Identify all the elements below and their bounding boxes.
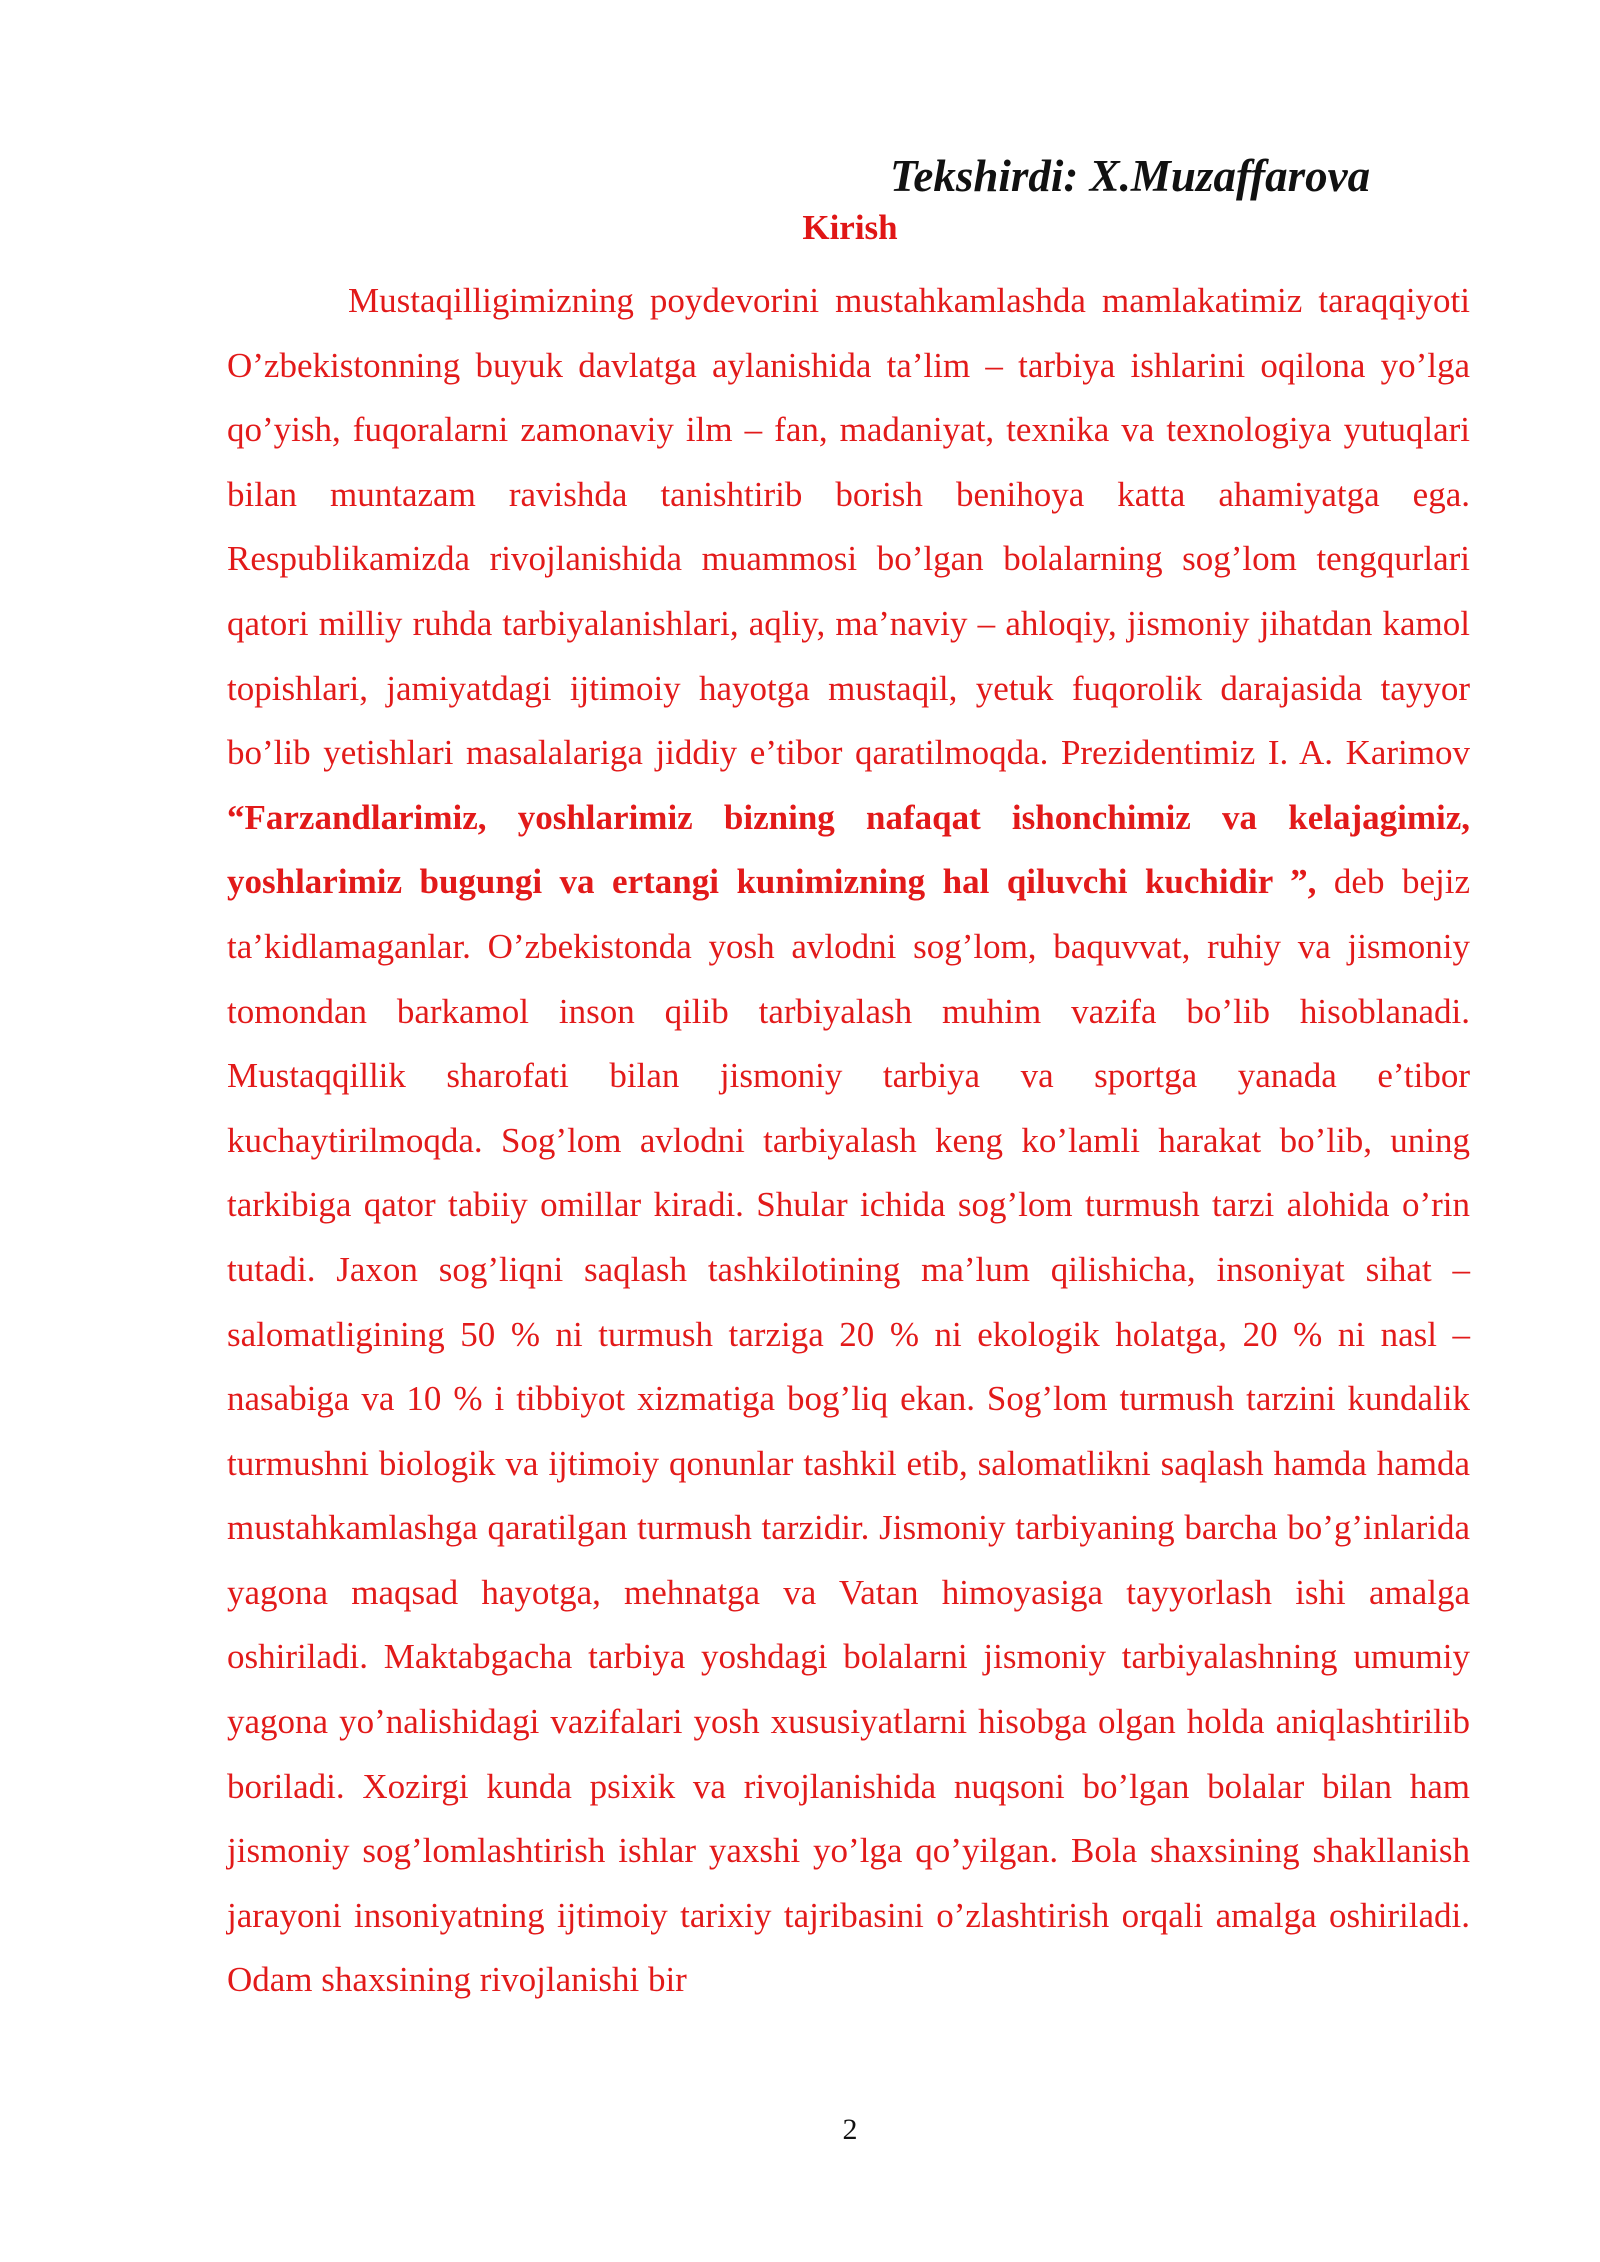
page-number: 2 (842, 2113, 858, 2146)
checker-line: Tekshirdi: X.Muzaffarova (890, 151, 1371, 201)
section-heading: Kirish (802, 208, 898, 247)
paragraph-text-part2: deb bejiz ta’kidlamaganlar. O’zbekistonda yosh avlodni sog’lom, baquvvat, ruhiy va jismoniy tomondan barkamol inson qilib tarbiyalash muhim vazifa bo’lib hisoblanadi. Mustaqqillik sharofati bilan jismoniy tarbiya va sportga yanada e’tibor kuchaytirilmoqda. Sog’lom avlodni tarbiyalash keng ko’lamli harakat bo’lib, uning tarkibiga qator tabiiy omillar kiradi. Shular ichida sog’lom turmush tarzi alohida o’rin tutadi. Jaxon sog’liqni saqlash tashkilotining ma’lum qilishicha, insoniyat sihat – salomatligining 50 % ni turmush tarziga 20 % ni ekologik holatga, 20 % ni nasl – nasabiga va 10 % i tibbiyot xizmatiga bog’liq ekan. Sog’lom turmush tarzini kundalik turmushni biologik va ijtimoiy qonunlar tashkil etib, salomatlikni saqlash hamda hamda mustahkamlashga qaratilgan turmush tarzidir. Jismoniy tarbiyaning barcha bo’g’inlarida yagona maqsad hayotga, mehnatga va Vatan himoyasiga tayyorlash ishi amalga oshiriladi. Maktabgacha tarbiya yoshdagi bolalarni jismoniy tarbiyalashning umumiy yagona yo’nalishidagi vazifalari yosh xususiyatlarni hisobga olgan holda aniqlashtirilib boriladi. Xozirgi kunda psixik va rivojlanishida nuqsoni bo’lgan bolalar bilan ham jismoniy sog’lomlashtirish ishlar yaxshi yo’lga qo’yilgan. Bola shaxsining shakllanish jarayoni insoniyatning ijtimoiy tarixiy tajribasini o’zlashtirish orqali amalga oshiriladi. Odam shaxsining rivojlanishi bir (227, 862, 1470, 2000)
body-paragraph (227, 269, 1470, 2013)
paragraph-text-part1: Mustaqilligimizning poydevorini mustahkamlashda mamlakatimiz taraqqiyoti O’zbekistonning buyuk davlatga aylanishida ta’lim – tarbiya ishlarini oqilona yo’lga qo’yish, fuqoralarni zamonaviy ilm – fan, madaniyat, texnika va texnologiya yutuqlari bilan muntazam ravishda tanishtirib borish benihoya katta ahamiyatga ega. Respublikamizda rivojlanishida muammosi bo’lgan bolalarning sog’lom tengqurlari qatori milliy ruhda tarbiyalanishlari, aqliy, ma’naviy – ahloqiy, jismoniy jihatdan kamol topishlari, jamiyatdagi ijtimoiy hayotga mustaqil, yetuk fuqorolik darajasida tayyor bo’lib yetishlari masalalariga jiddiy e’tibor qaratilmoqda. Prezidentimiz I. A. Karimov (227, 281, 1470, 773)
president-quote: “Farzandlarimiz, yoshlarimiz bizning nafaqat ishonchimiz va kelajagimiz, yoshlarimiz bugungi va ertangi kunimizning hal qiluvchi kuchidir ”, (227, 797, 1470, 902)
